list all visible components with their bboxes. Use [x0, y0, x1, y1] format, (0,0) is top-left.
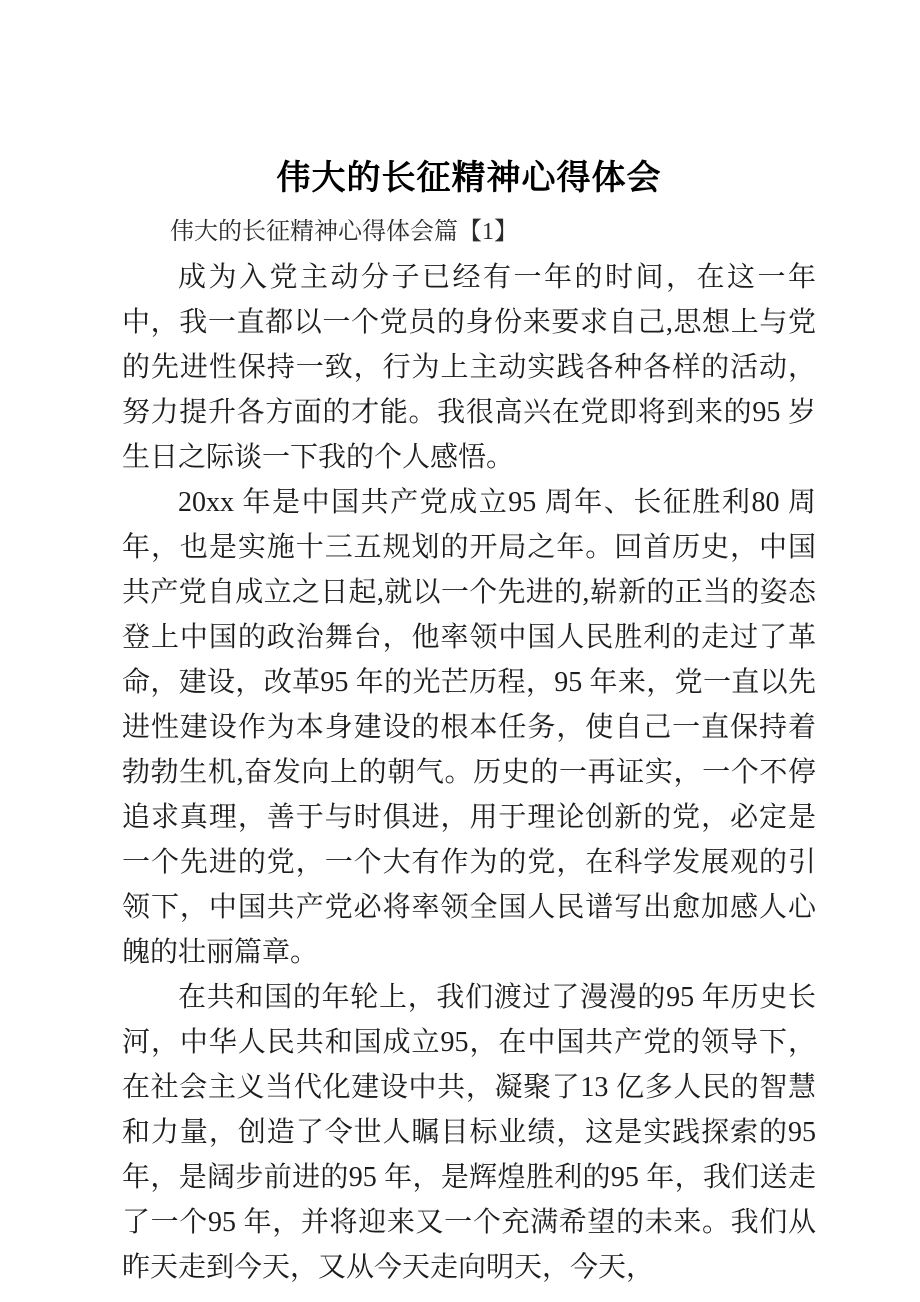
document-subtitle: 伟大的长征精神心得体会篇【1】 [170, 219, 518, 245]
paragraph-1: 成为入党主动分子已经有一年的时间，在这一年中，我一直都以一个党员的身份来要求自己,思想上与党的先进性保持一致，行为上主动实践各种各样的活动，努力提升各方面的才能。我很高兴在党即将到来的95 岁生日之际谈一下我的个人感悟。 [122, 262, 816, 473]
document-title: 伟大的长征精神心得体会 [276, 160, 662, 197]
paragraph-2: 20xx 年是中国共产党成立95 周年、长征胜利80 周年，也是实施十三五规划的开局之年。回首历史，中国共产党自成立之日起,就以一个先进的,崭新的正当的姿态登上中国的政治舞台，他率领中国人民胜利的走过了革命，建设，改革95 年的光芒历程，95 年来，党一直以先进性建设作为本身建设的根本任务，使自己一直保持着勃勃生机,奋发向上的朝气。历史的一再证实，一个不停追求真理，善于与时俱进，用于理论创新的党，必定是一个先进的党，一个大有作为的党，在科学发展观的引领下，中国共产党必将率领全国人民谱写出愈加感人心魄的壮丽篇章。 [122, 487, 816, 968]
paragraph-3: 在共和国的年轮上，我们渡过了漫漫的95 年历史长河，中华人民共和国成立95，在中国共产党的领导下，在社会主义当代化建设中共，凝聚了13 亿多人民的智慧和力量，创造了令世人瞩目标业绩，这是实践探索的95 年，是阔步前进的95 年，是辉煌胜利的95 年，我们送走了一个95 年，并将迎来又一个充满希望的未来。我们从昨天走到今天，又从今天走向明天，今天， [122, 982, 816, 1283]
